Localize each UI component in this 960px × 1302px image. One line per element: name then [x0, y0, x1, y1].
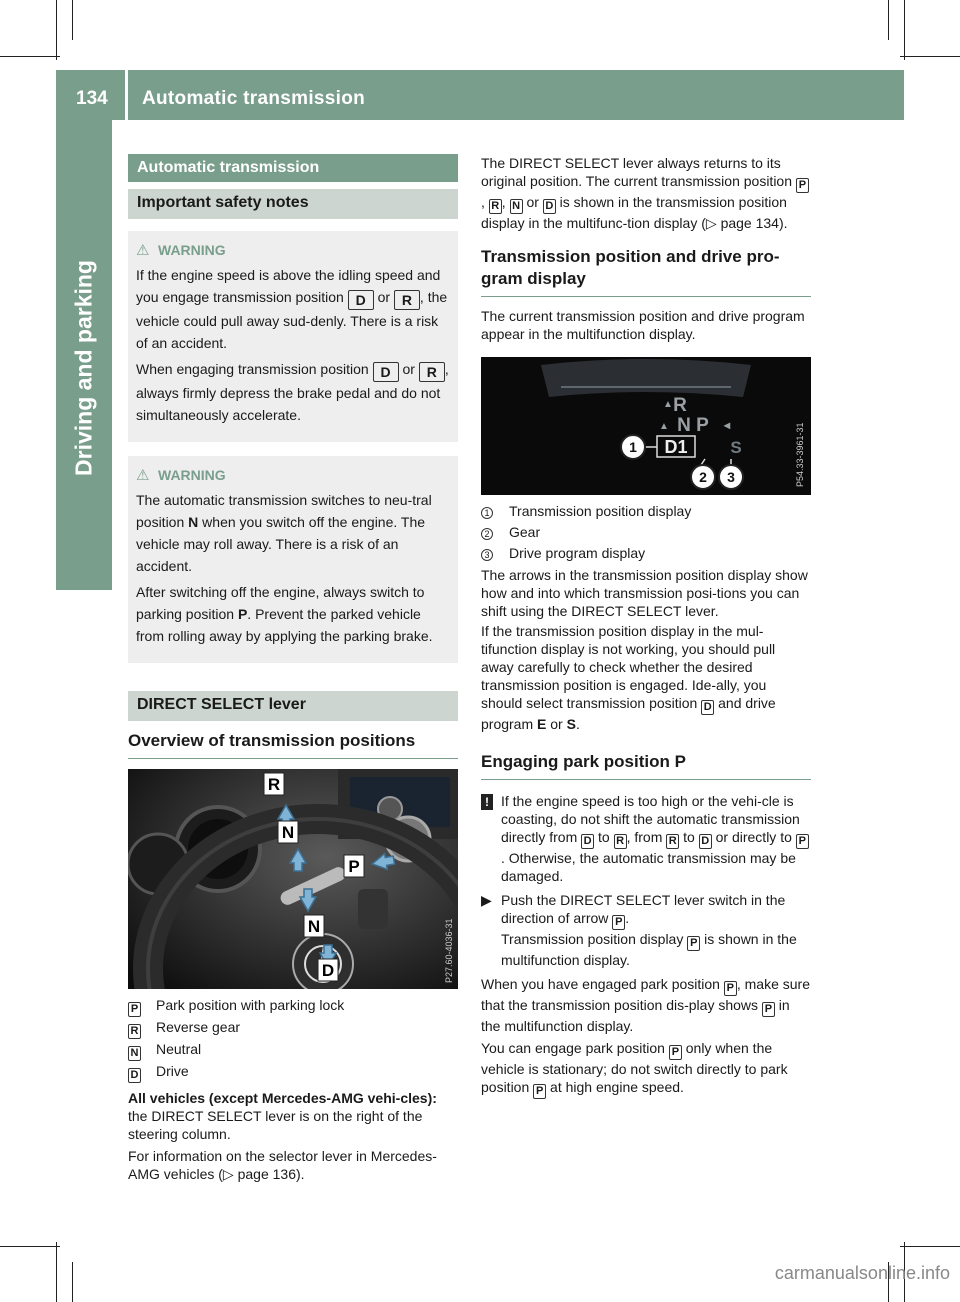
- engaged-text: When you have engaged park position P , make sure that the transmission position dis-play shows P in the multifunction display.: [481, 976, 810, 1034]
- photo-label-n: N: [281, 823, 295, 842]
- position-p-icon: P: [796, 834, 809, 849]
- warning-text: When engaging transmission position D or R , always firmly depress the brake pedal and do not simultaneously accelerate.: [136, 361, 449, 423]
- position-r-icon: R: [489, 199, 502, 214]
- position-r-icon: R: [128, 1024, 141, 1039]
- park-heading: Engaging park position P: [481, 751, 811, 780]
- callout-2: 2: [699, 469, 707, 485]
- right-column: [481, 154, 811, 1099]
- all-vehicles-note: All vehicles (except Mercedes-AMG vehi-cles): the DIRECT SELECT lever is on the right of the steering column.: [128, 1090, 437, 1142]
- position-p-icon: P: [762, 1002, 775, 1017]
- photo-label-r: R: [267, 775, 281, 794]
- svg-text:▲: ▲: [663, 399, 673, 410]
- photo-label-n2: N: [307, 917, 321, 936]
- position-d-icon: D: [543, 199, 556, 214]
- position-r-icon: R: [394, 290, 420, 310]
- callout-legend: [481, 501, 811, 564]
- position-d-icon: D: [581, 834, 594, 849]
- header-divider: [125, 70, 128, 120]
- warning-box: [128, 456, 458, 663]
- left-column: [128, 154, 458, 1183]
- warning-triangle-icon: ⚠: [136, 242, 150, 259]
- direct-select-heading: DIRECT SELECT lever: [128, 691, 458, 721]
- stationary-text: You can engage park position P only when the vehicle is stationary; do not switch directly to park position P at high engine speed.: [481, 1040, 788, 1097]
- step-arrow-icon: ▶: [481, 892, 492, 908]
- crop-mark: [900, 1246, 960, 1247]
- safety-notes-heading: Important safety notes: [128, 189, 458, 219]
- warning-triangle-icon: ⚠: [136, 467, 150, 484]
- list-item: P Park position with parking lock: [128, 995, 458, 1017]
- warning-text: The automatic transmission switches to neu-tral position N when you switch off the engine. The vehicle may roll away. There is a risk of an accident.: [136, 492, 432, 574]
- position-p-icon: P: [533, 1084, 546, 1099]
- position-d-icon: D: [373, 362, 399, 382]
- page-reference-link[interactable]: page 136).: [237, 1166, 305, 1182]
- warning-text: After switching off the engine, always switch to parking position P. Prevent the parked vehicle from rolling away by applying the parking brake.: [136, 584, 433, 644]
- position-p-icon: P: [687, 936, 700, 951]
- callout-number-icon: 2: [481, 528, 493, 540]
- svg-text:◂: ◂: [723, 418, 731, 432]
- callout-3: 3: [727, 469, 735, 485]
- reference-arrow-icon: ▷: [705, 215, 717, 231]
- crop-mark: [0, 56, 60, 57]
- steering-wheel-illustration: [128, 769, 458, 989]
- crop-mark: [904, 0, 905, 60]
- position-p-icon: P: [796, 178, 809, 193]
- amg-reference: For information on the selector lever in Mercedes-AMG vehicles (▷ page 136).: [128, 1148, 437, 1182]
- chapter-tab: [56, 120, 112, 590]
- photo-code: P27.60-4036-31: [444, 918, 454, 983]
- chapter-tab-marker: [56, 525, 112, 587]
- crop-mark: [0, 1246, 60, 1247]
- overview-heading: Overview of transmission positions: [128, 730, 458, 759]
- position-d-icon: D: [701, 700, 714, 715]
- list-item: 1 Transmission position display: [481, 501, 811, 522]
- crop-mark: [72, 1262, 73, 1302]
- list-item: N Neutral: [128, 1039, 458, 1061]
- crop-mark: [888, 0, 889, 40]
- position-legend: [128, 995, 458, 1083]
- position-n-icon: N: [510, 199, 523, 214]
- instruction-step: ▶ Push the DIRECT SELECT lever switch in the direction of arrow P . Transmission position display P is shown in the multifunction display.: [481, 892, 797, 968]
- display-np: N P: [677, 415, 709, 436]
- chapter-tab-label: Driving and parking: [70, 260, 97, 476]
- position-d-icon: D: [699, 834, 712, 849]
- page-title: Automatic transmission: [142, 88, 366, 109]
- position-n-icon: N: [128, 1046, 141, 1061]
- crop-mark: [72, 0, 73, 40]
- not-working-text: If the transmission position display in the mul-tifunction display is not working, you should pull away carefully to check whether the desired transmission position is engaged. Ide-ally, you should select transmission position D and drive program E or S.: [481, 623, 776, 732]
- display-r: R: [673, 395, 687, 416]
- callout-1: 1: [629, 439, 637, 455]
- crop-mark: [56, 0, 57, 60]
- warning-heading: ⚠ WARNING: [136, 464, 450, 487]
- position-d-icon: D: [128, 1068, 141, 1083]
- caution-note: ! If the engine speed is too high or the vehi-cle is coasting, do not shift the automatic transmission directly from D to R , from R to D or directly to P. Otherwise, the automatic transmission may be damaged.: [481, 792, 811, 885]
- list-item: 3 Drive program display: [481, 543, 811, 564]
- warning-heading: ⚠ WARNING: [136, 239, 450, 262]
- warning-text: If the engine speed is above the idling speed and you engage transmission position D or R , the vehicle could pull away sud-denly. There is a risk of an accident.: [136, 267, 448, 351]
- position-p-icon: P: [669, 1045, 682, 1060]
- warning-box: [128, 231, 458, 442]
- multifunction-display-photo: [481, 357, 811, 495]
- section-title: Automatic transmission: [128, 154, 458, 182]
- display-d1: D1: [664, 437, 688, 457]
- callout-number-icon: 1: [481, 507, 493, 519]
- caution-icon: !: [481, 794, 493, 810]
- list-item: D Drive: [128, 1061, 458, 1083]
- position-r-icon: R: [419, 362, 445, 382]
- page-reference-link[interactable]: page 134).: [720, 215, 788, 231]
- photo-code: P54.33-3961-31: [795, 422, 805, 487]
- list-item: 2 Gear: [481, 522, 811, 543]
- photo-label-p: P: [348, 857, 360, 876]
- display-intro: The current transmission position and drive program appear in the multifunction display.: [481, 308, 805, 342]
- position-r-icon: R: [666, 834, 679, 849]
- arrows-text: The arrows in the transmission position display show how and into which transmission posi-tions you can shift using the DIRECT SELECT lever.: [481, 567, 808, 619]
- position-d-icon: D: [348, 290, 374, 310]
- position-r-icon: R: [614, 834, 627, 849]
- position-p-icon: P: [128, 1002, 141, 1017]
- watermark: carmanualsonline.info: [774, 1263, 950, 1283]
- reference-arrow-icon: ▷: [222, 1166, 234, 1182]
- page-number: 134: [76, 88, 108, 109]
- callout-number-icon: 3: [481, 549, 493, 561]
- crop-mark: [900, 56, 960, 57]
- display-s: S: [730, 438, 742, 457]
- position-p-icon: P: [612, 915, 625, 930]
- crop-mark: [56, 1242, 57, 1302]
- display-heading: Transmission position and drive pro-gram display: [481, 246, 811, 297]
- intro-text: The DIRECT SELECT lever always returns to its original position. The current transmission position P, R , N or D is shown in the transmission position display in the multifunc-tion display (▷ page 134).: [481, 154, 811, 232]
- svg-text:▲: ▲: [659, 421, 669, 432]
- steering-wheel-photo: [128, 769, 458, 989]
- display-illustration: [481, 357, 811, 495]
- list-item: R Reverse gear: [128, 1017, 458, 1039]
- photo-label-d: D: [321, 961, 335, 980]
- position-p-icon: P: [724, 981, 737, 996]
